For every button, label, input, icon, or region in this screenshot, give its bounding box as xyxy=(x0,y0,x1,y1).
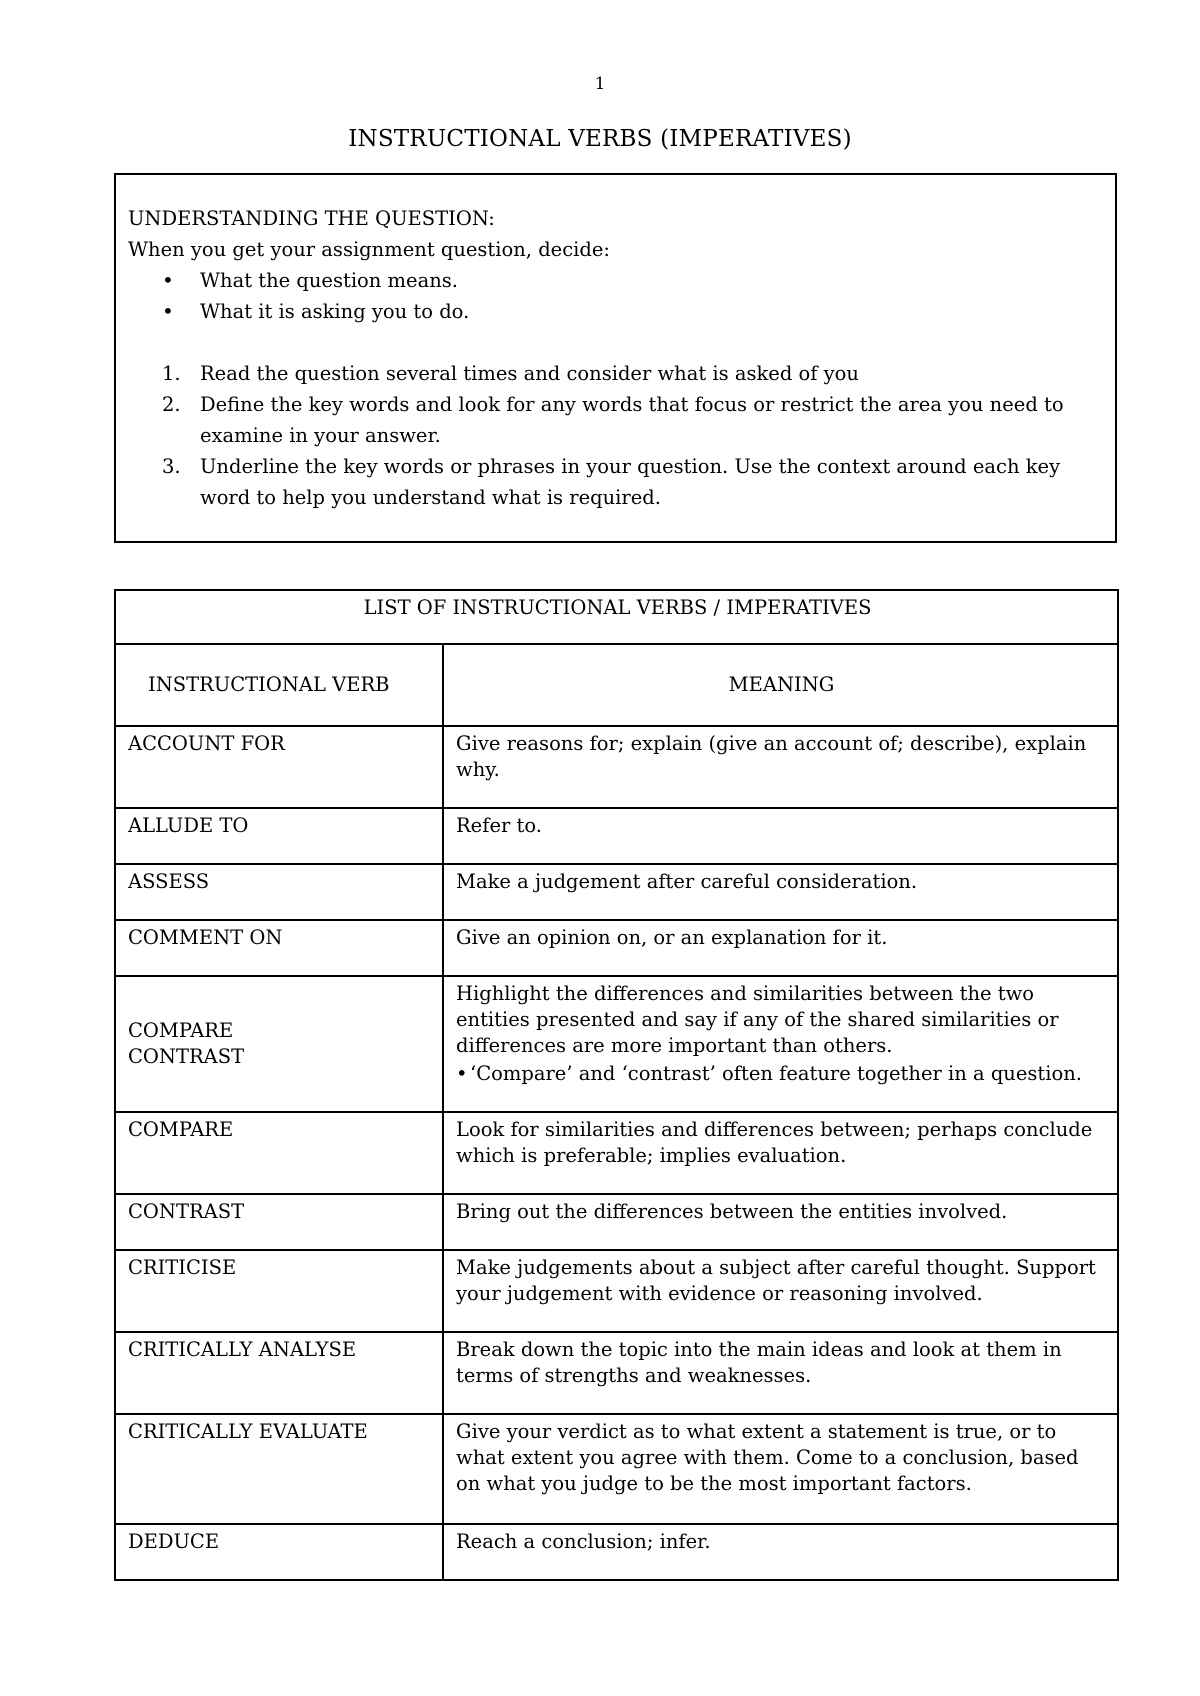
verb-cell xyxy=(115,976,443,1112)
verb-cell: ASSESS xyxy=(115,864,443,920)
verb-line: COMPARE xyxy=(128,1019,234,1042)
table-row xyxy=(115,864,1118,920)
intro-bullet: • What it is asking you to do. xyxy=(128,296,1103,327)
verb-cell: COMPARE xyxy=(115,1112,443,1194)
table-row xyxy=(115,1112,1118,1194)
step-number: 2. xyxy=(162,393,181,416)
verb-line: CONTRAST xyxy=(128,1045,245,1068)
meaning-cell: Look for similarities and differences between; perhaps conclude which is preferable; implies evaluation. xyxy=(443,1112,1118,1194)
table-row xyxy=(115,808,1118,864)
intro-bullet: • What the question means. xyxy=(128,265,1103,296)
table-row xyxy=(115,976,1118,1112)
table-row xyxy=(115,1414,1118,1524)
step-number: 3. xyxy=(162,455,181,478)
table-row xyxy=(115,1332,1118,1414)
verb-cell: ACCOUNT FOR xyxy=(115,726,443,808)
meaning-cell: Make a judgement after careful consideration. xyxy=(443,864,1118,920)
meaning-cell: Bring out the differences between the entities involved. xyxy=(443,1194,1118,1250)
intro-step-list xyxy=(128,358,1103,513)
verb-cell: CRITICALLY EVALUATE xyxy=(115,1414,443,1524)
verb-cell: CRITICALLY ANALYSE xyxy=(115,1332,443,1414)
verb-cell: CONTRAST xyxy=(115,1194,443,1250)
intro-bullet-list xyxy=(128,265,1103,327)
verb-cell: DEDUCE xyxy=(115,1524,443,1580)
step-text: Define the key words and look for any words that focus or restrict the area you need to examine in your answer. xyxy=(200,393,1064,447)
table-row xyxy=(115,726,1118,808)
step-text: Read the question several times and consider what is asked of you xyxy=(200,362,859,385)
verb-cell: ALLUDE TO xyxy=(115,808,443,864)
meaning-cell: Refer to. xyxy=(443,808,1118,864)
page-title: INSTRUCTIONAL VERBS (IMPERATIVES) xyxy=(348,126,852,152)
verb-cell: CRITICISE xyxy=(115,1250,443,1332)
intro-lead: When you get your assignment question, decide: xyxy=(128,238,610,261)
meaning-cell: Give your verdict as to what extent a statement is true, or to what extent you agree with them. Come to a conclusion, based on what you judge to be the most important factors. xyxy=(443,1414,1118,1524)
step-number: 1. xyxy=(162,362,181,385)
table-row xyxy=(115,1194,1118,1250)
column-header-verb: INSTRUCTIONAL VERB xyxy=(115,644,443,726)
table-row xyxy=(115,1250,1118,1332)
intro-step xyxy=(128,451,1103,513)
intro-step xyxy=(128,389,1103,451)
meaning-cell xyxy=(443,976,1118,1112)
table-row xyxy=(115,1524,1118,1580)
meaning-cell: Make judgements about a subject after careful thought. Support your judgement with evidence or reasoning involved. xyxy=(443,1250,1118,1332)
intro-step xyxy=(128,358,1103,389)
table-title-row xyxy=(115,590,1118,644)
understanding-question-box xyxy=(114,173,1117,543)
page-number: 1 xyxy=(594,74,606,94)
verb-cell: COMMENT ON xyxy=(115,920,443,976)
meaning-note: • ‘Compare’ and ‘contrast’ often feature together in a question. xyxy=(456,1061,1107,1087)
step-text: Underline the key words or phrases in your question. Use the context around each key word to help you understand what is required. xyxy=(200,455,1061,509)
meaning-cell: Break down the topic into the main ideas and look at them in terms of strengths and weaknesses. xyxy=(443,1332,1118,1414)
meaning-cell: Give reasons for; explain (give an account of; describe), explain why. xyxy=(443,726,1118,808)
table-title: LIST OF INSTRUCTIONAL VERBS / IMPERATIVES xyxy=(115,590,1118,644)
table-header-row xyxy=(115,644,1118,726)
meaning-cell: Reach a conclusion; infer. xyxy=(443,1524,1118,1580)
meaning-text: Highlight the differences and similarities between the two entities presented and say if any of the shared similarities or differences are more important than others. xyxy=(456,982,1059,1057)
meaning-cell: Give an opinion on, or an explanation for it. xyxy=(443,920,1118,976)
intro-heading: UNDERSTANDING THE QUESTION: xyxy=(128,207,495,230)
column-header-meaning: MEANING xyxy=(443,644,1118,726)
instructional-verbs-table xyxy=(114,589,1119,1581)
table-row xyxy=(115,920,1118,976)
